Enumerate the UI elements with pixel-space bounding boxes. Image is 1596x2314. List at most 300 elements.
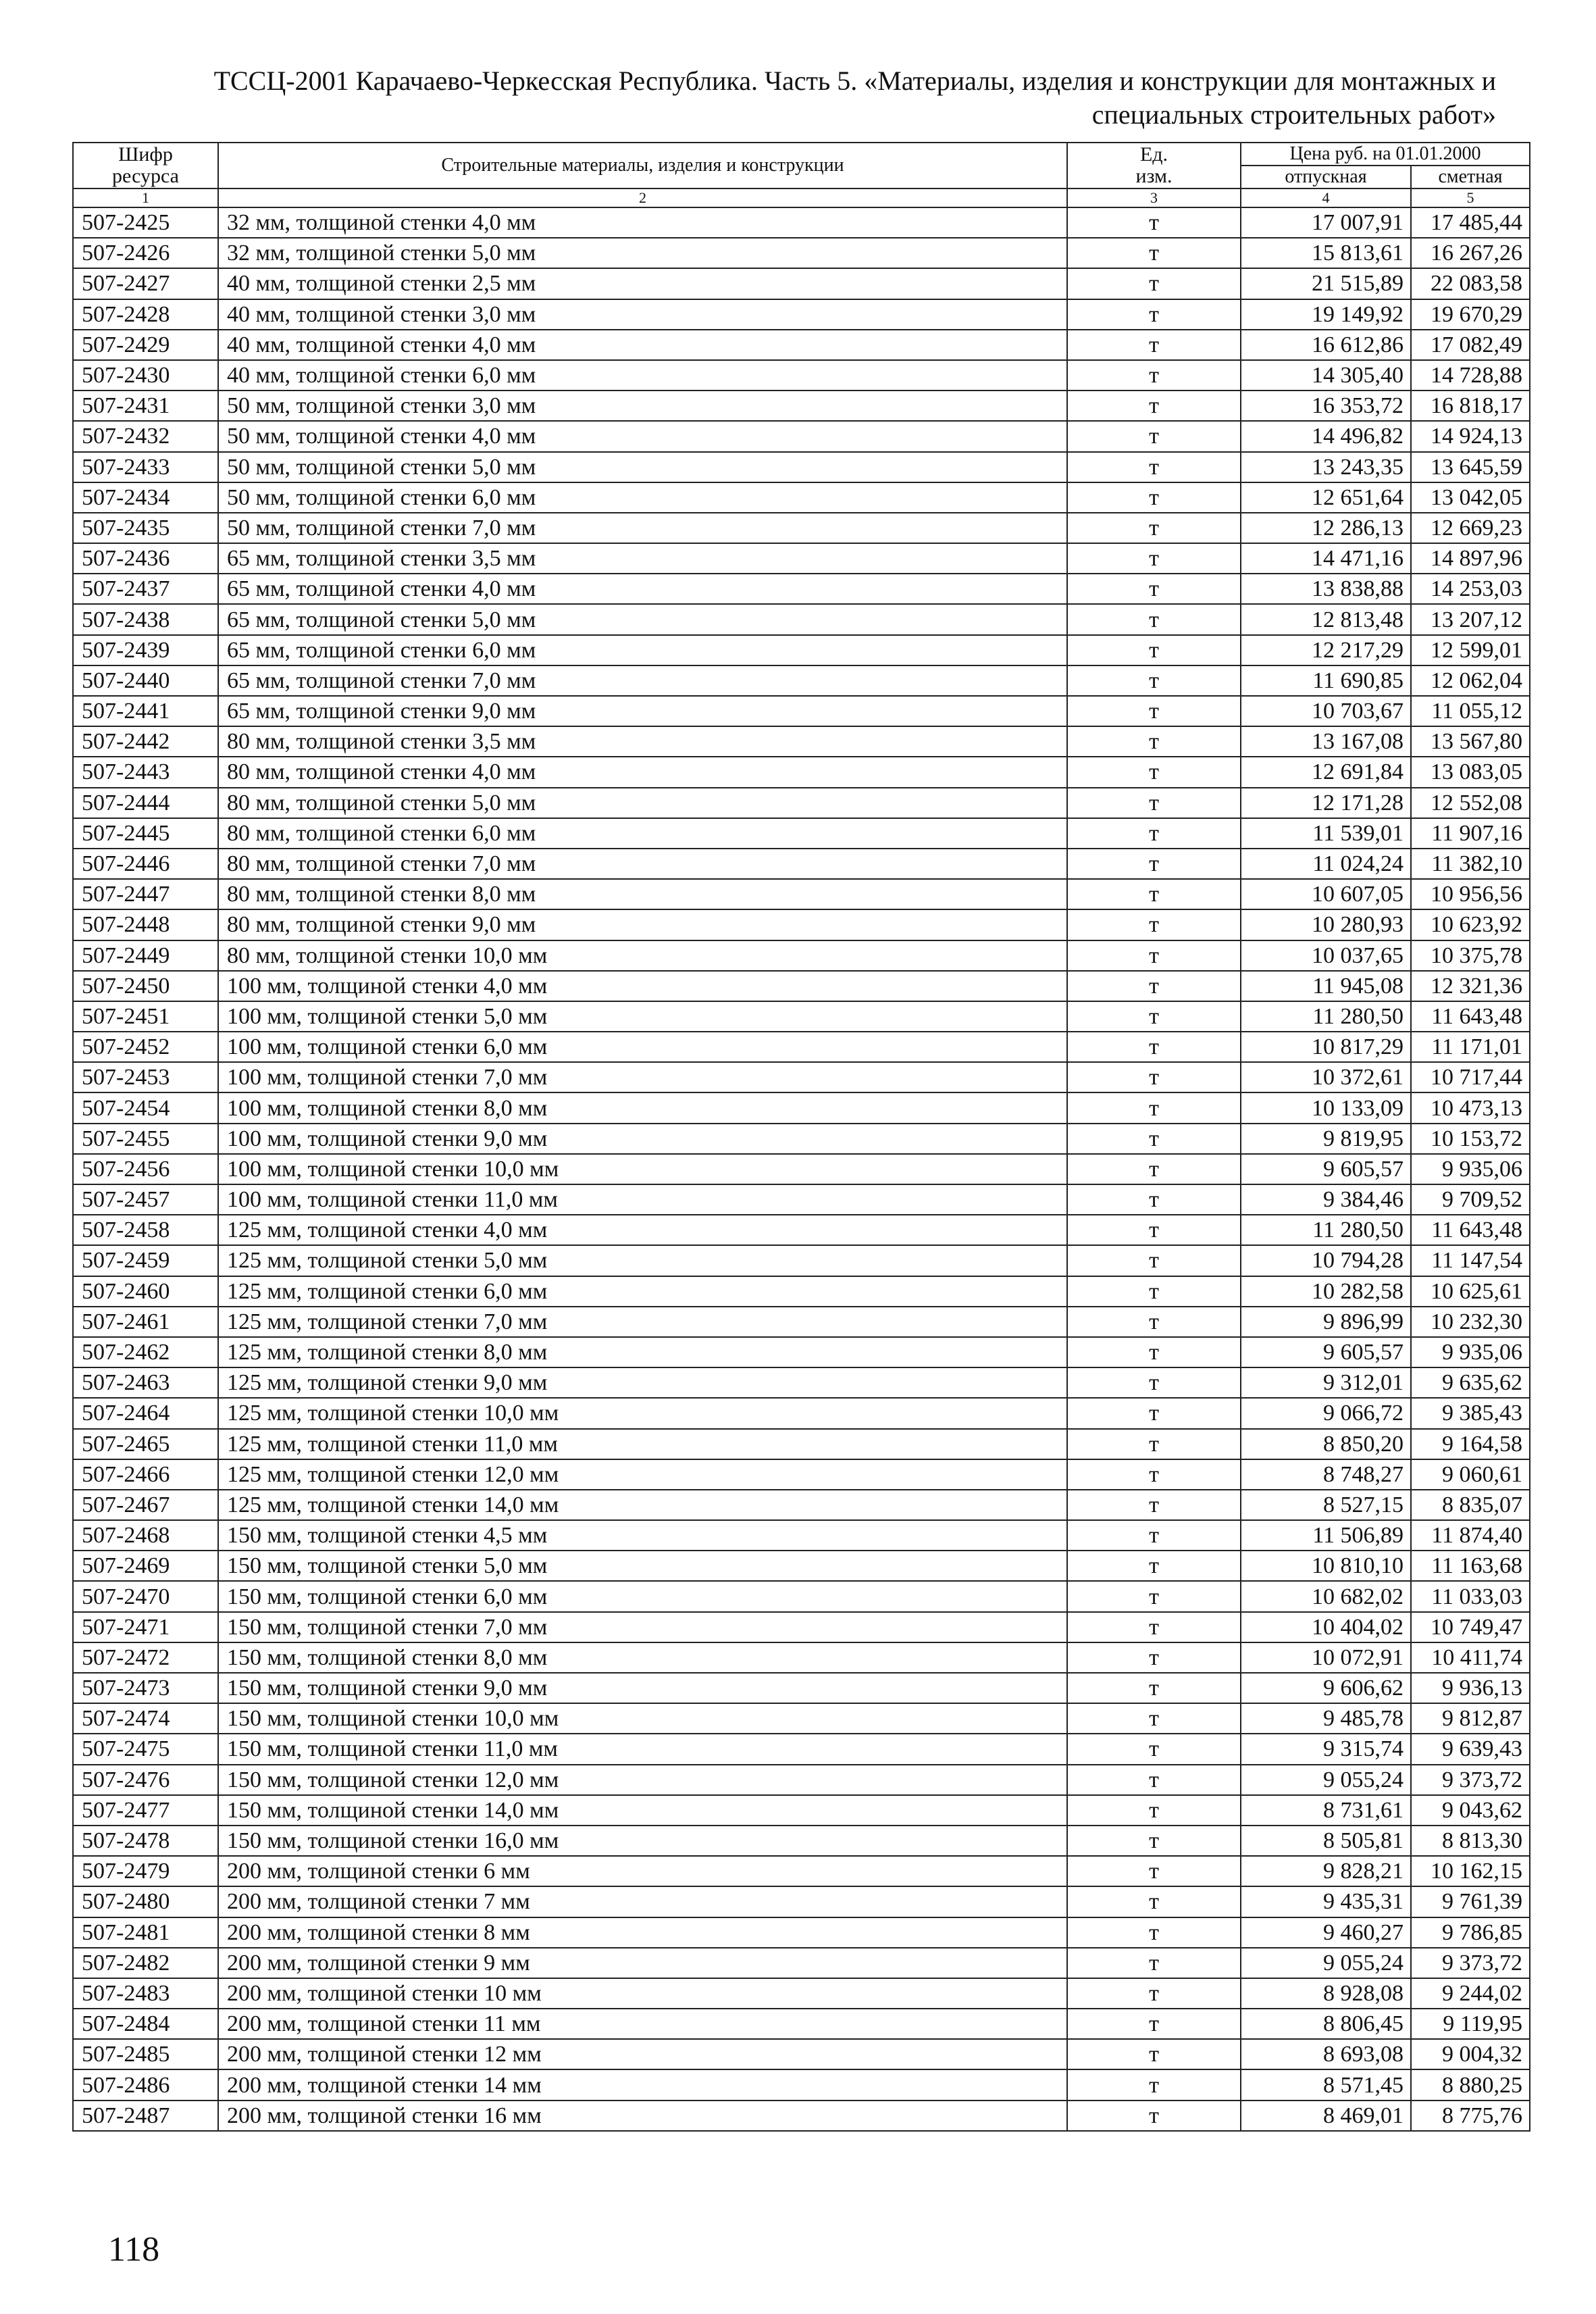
row-name: 150 мм, толщиной стенки 14,0 мм — [218, 1795, 1067, 1826]
table-row — [73, 1124, 1530, 1154]
row-code: 507-2443 — [73, 757, 218, 787]
row-code: 507-2456 — [73, 1154, 218, 1184]
row-name: 150 мм, толщиной стенки 8,0 мм — [218, 1642, 1067, 1673]
table-row — [73, 1978, 1530, 2009]
row-price-release: 9 055,24 — [1241, 1765, 1411, 1795]
row-code: 507-2434 — [73, 482, 218, 513]
header-price-release: отпускная — [1241, 166, 1411, 188]
table-row — [73, 543, 1530, 574]
row-price-estimate: 10 717,44 — [1411, 1062, 1530, 1092]
row-unit: т — [1067, 2039, 1241, 2069]
price-table — [72, 142, 1530, 2132]
row-unit: т — [1067, 818, 1241, 849]
row-code: 507-2473 — [73, 1673, 218, 1703]
row-price-estimate: 9 786,85 — [1411, 1917, 1530, 1948]
row-price-release: 9 435,31 — [1241, 1886, 1411, 1917]
row-price-estimate: 13 042,05 — [1411, 482, 1530, 513]
table-row — [73, 1032, 1530, 1062]
row-unit: т — [1067, 330, 1241, 360]
row-price-release: 19 149,92 — [1241, 299, 1411, 330]
row-name: 50 мм, толщиной стенки 6,0 мм — [218, 482, 1067, 513]
row-unit: т — [1067, 1307, 1241, 1337]
row-price-release: 10 810,10 — [1241, 1551, 1411, 1581]
row-price-estimate: 11 643,48 — [1411, 1001, 1530, 1032]
row-name: 40 мм, толщиной стенки 6,0 мм — [218, 360, 1067, 391]
row-price-release: 9 605,57 — [1241, 1154, 1411, 1184]
table-body — [73, 207, 1530, 2131]
row-unit: т — [1067, 1429, 1241, 1459]
row-price-estimate: 10 375,78 — [1411, 940, 1530, 971]
row-name: 200 мм, толщиной стенки 11 мм — [218, 2009, 1067, 2039]
row-unit: т — [1067, 482, 1241, 513]
table-row — [73, 513, 1530, 543]
row-price-release: 21 515,89 — [1241, 268, 1411, 299]
header-price-group: Цена руб. на 01.01.2000 — [1241, 143, 1530, 166]
row-price-estimate: 9 043,62 — [1411, 1795, 1530, 1826]
row-price-estimate: 10 473,13 — [1411, 1092, 1530, 1123]
table-row — [73, 1856, 1530, 1886]
row-unit: т — [1067, 1001, 1241, 1032]
row-unit: т — [1067, 1520, 1241, 1551]
row-unit: т — [1067, 1734, 1241, 1764]
row-price-release: 11 024,24 — [1241, 849, 1411, 879]
table-row — [73, 1001, 1530, 1032]
table-row — [73, 1429, 1530, 1459]
row-unit: т — [1067, 543, 1241, 574]
row-price-release: 12 286,13 — [1241, 513, 1411, 543]
row-price-estimate: 17 485,44 — [1411, 207, 1530, 238]
table-row — [73, 452, 1530, 482]
row-code: 507-2470 — [73, 1581, 218, 1611]
header-code-line1: Шифр — [118, 143, 173, 166]
row-unit: т — [1067, 1459, 1241, 1490]
row-price-estimate: 12 552,08 — [1411, 788, 1530, 818]
table-row — [73, 482, 1530, 513]
row-code: 507-2457 — [73, 1184, 218, 1215]
row-code: 507-2438 — [73, 604, 218, 634]
table-row — [73, 1245, 1530, 1276]
row-price-estimate: 16 267,26 — [1411, 238, 1530, 268]
row-unit: т — [1067, 757, 1241, 787]
row-code: 507-2478 — [73, 1826, 218, 1856]
row-name: 125 мм, толщиной стенки 14,0 мм — [218, 1490, 1067, 1520]
row-name: 200 мм, толщиной стенки 14 мм — [218, 2069, 1067, 2100]
table-row — [73, 1551, 1530, 1581]
row-unit: т — [1067, 1245, 1241, 1276]
row-name: 150 мм, толщиной стенки 7,0 мм — [218, 1612, 1067, 1642]
row-price-release: 10 372,61 — [1241, 1062, 1411, 1092]
table-row — [73, 1520, 1530, 1551]
row-price-release: 9 055,24 — [1241, 1948, 1411, 1978]
row-price-estimate: 13 567,80 — [1411, 726, 1530, 757]
row-unit: т — [1067, 2101, 1241, 2131]
row-price-release: 11 539,01 — [1241, 818, 1411, 849]
row-code: 507-2474 — [73, 1703, 218, 1734]
row-code: 507-2444 — [73, 788, 218, 818]
row-price-release: 10 817,29 — [1241, 1032, 1411, 1062]
row-price-release: 11 945,08 — [1241, 971, 1411, 1001]
row-price-estimate: 12 321,36 — [1411, 971, 1530, 1001]
row-price-estimate: 10 153,72 — [1411, 1124, 1530, 1154]
row-code: 507-2445 — [73, 818, 218, 849]
row-name: 100 мм, толщиной стенки 8,0 мм — [218, 1092, 1067, 1123]
row-code: 507-2425 — [73, 207, 218, 238]
row-code: 507-2482 — [73, 1948, 218, 1978]
row-code: 507-2481 — [73, 1917, 218, 1948]
row-price-release: 9 315,74 — [1241, 1734, 1411, 1764]
row-code: 507-2451 — [73, 1001, 218, 1032]
row-name: 40 мм, толщиной стенки 3,0 мм — [218, 299, 1067, 330]
row-unit: т — [1067, 1581, 1241, 1611]
row-name: 65 мм, толщиной стенки 5,0 мм — [218, 604, 1067, 634]
table-row — [73, 330, 1530, 360]
table-row — [73, 849, 1530, 879]
table-row — [73, 1642, 1530, 1673]
row-name: 50 мм, толщиной стенки 4,0 мм — [218, 421, 1067, 451]
table-row — [73, 1184, 1530, 1215]
row-price-estimate: 10 623,92 — [1411, 909, 1530, 940]
row-unit: т — [1067, 1032, 1241, 1062]
row-price-release: 14 496,82 — [1241, 421, 1411, 451]
row-unit: т — [1067, 1826, 1241, 1856]
row-unit: т — [1067, 1337, 1241, 1367]
row-price-estimate: 9 935,06 — [1411, 1337, 1530, 1367]
column-number: 3 — [1067, 188, 1241, 207]
row-name: 150 мм, толщиной стенки 6,0 мм — [218, 1581, 1067, 1611]
row-code: 507-2437 — [73, 574, 218, 604]
row-code: 507-2475 — [73, 1734, 218, 1764]
row-name: 100 мм, толщиной стенки 10,0 мм — [218, 1154, 1067, 1184]
row-price-estimate: 12 599,01 — [1411, 635, 1530, 665]
row-code: 507-2454 — [73, 1092, 218, 1123]
row-price-release: 11 506,89 — [1241, 1520, 1411, 1551]
header-title-line-2: специальных строительных работ» — [1091, 99, 1496, 130]
row-code: 507-2428 — [73, 299, 218, 330]
row-name: 100 мм, толщиной стенки 6,0 мм — [218, 1032, 1067, 1062]
row-name: 125 мм, толщиной стенки 6,0 мм — [218, 1276, 1067, 1307]
row-name: 100 мм, толщиной стенки 5,0 мм — [218, 1001, 1067, 1032]
row-price-estimate: 11 907,16 — [1411, 818, 1530, 849]
row-code: 507-2439 — [73, 635, 218, 665]
table-row — [73, 971, 1530, 1001]
row-price-estimate: 9 004,32 — [1411, 2039, 1530, 2069]
table-row — [73, 940, 1530, 971]
row-unit: т — [1067, 1367, 1241, 1398]
row-price-estimate: 12 062,04 — [1411, 665, 1530, 696]
row-name: 32 мм, толщиной стенки 5,0 мм — [218, 238, 1067, 268]
row-price-release: 9 485,78 — [1241, 1703, 1411, 1734]
row-price-release: 8 928,08 — [1241, 1978, 1411, 2009]
row-code: 507-2447 — [73, 879, 218, 909]
header-code-line2: ресурса — [112, 165, 179, 187]
row-unit: т — [1067, 1124, 1241, 1154]
row-name: 100 мм, толщиной стенки 7,0 мм — [218, 1062, 1067, 1092]
row-price-estimate: 14 253,03 — [1411, 574, 1530, 604]
row-unit: т — [1067, 391, 1241, 421]
row-unit: т — [1067, 574, 1241, 604]
row-name: 125 мм, толщиной стенки 9,0 мм — [218, 1367, 1067, 1398]
row-price-release: 8 693,08 — [1241, 2039, 1411, 2069]
row-name: 125 мм, толщиной стенки 10,0 мм — [218, 1398, 1067, 1428]
row-code: 507-2441 — [73, 696, 218, 726]
row-unit: т — [1067, 360, 1241, 391]
row-price-release: 9 460,27 — [1241, 1917, 1411, 1948]
row-price-release: 10 037,65 — [1241, 940, 1411, 971]
row-price-estimate: 9 635,62 — [1411, 1367, 1530, 1398]
row-unit: т — [1067, 1917, 1241, 1948]
row-price-estimate: 11 643,48 — [1411, 1215, 1530, 1245]
table-row — [73, 818, 1530, 849]
row-price-estimate: 9 935,06 — [1411, 1154, 1530, 1184]
table-row — [73, 1765, 1530, 1795]
row-code: 507-2484 — [73, 2009, 218, 2039]
row-code: 507-2461 — [73, 1307, 218, 1337]
row-price-release: 13 167,08 — [1241, 726, 1411, 757]
row-price-release: 12 171,28 — [1241, 788, 1411, 818]
row-name: 200 мм, толщиной стенки 10 мм — [218, 1978, 1067, 2009]
row-name: 65 мм, толщиной стенки 3,5 мм — [218, 543, 1067, 574]
row-code: 507-2466 — [73, 1459, 218, 1490]
row-price-estimate: 11 382,10 — [1411, 849, 1530, 879]
row-price-release: 14 305,40 — [1241, 360, 1411, 391]
row-name: 40 мм, толщиной стенки 4,0 мм — [218, 330, 1067, 360]
header-title-line-1: ТССЦ-2001 Карачаево-Черкесская Республика. Часть 5. «Материалы, изделия и конструкции для монтажных и — [213, 66, 1496, 96]
row-unit: т — [1067, 1276, 1241, 1307]
row-price-estimate: 14 924,13 — [1411, 421, 1530, 451]
row-price-estimate: 11 171,01 — [1411, 1032, 1530, 1062]
row-unit: т — [1067, 879, 1241, 909]
row-price-release: 10 280,93 — [1241, 909, 1411, 940]
column-number: 2 — [218, 188, 1067, 207]
row-code: 507-2459 — [73, 1245, 218, 1276]
table-row — [73, 1917, 1530, 1948]
row-price-estimate: 16 818,17 — [1411, 391, 1530, 421]
row-name: 80 мм, толщиной стенки 7,0 мм — [218, 849, 1067, 879]
row-code: 507-2450 — [73, 971, 218, 1001]
row-code: 507-2462 — [73, 1337, 218, 1367]
row-price-estimate: 13 207,12 — [1411, 604, 1530, 634]
row-name: 80 мм, толщиной стенки 4,0 мм — [218, 757, 1067, 787]
table-row — [73, 726, 1530, 757]
row-name: 50 мм, толщиной стенки 5,0 мм — [218, 452, 1067, 482]
table-row — [73, 1795, 1530, 1826]
table-row — [73, 1215, 1530, 1245]
row-price-estimate: 11 033,03 — [1411, 1581, 1530, 1611]
table-row — [73, 879, 1530, 909]
row-name: 80 мм, толщиной стенки 3,5 мм — [218, 726, 1067, 757]
row-code: 507-2433 — [73, 452, 218, 482]
row-price-release: 9 605,57 — [1241, 1337, 1411, 1367]
row-price-estimate: 14 897,96 — [1411, 543, 1530, 574]
row-name: 125 мм, толщиной стенки 5,0 мм — [218, 1245, 1067, 1276]
row-name: 80 мм, толщиной стенки 6,0 мм — [218, 818, 1067, 849]
row-price-estimate: 10 749,47 — [1411, 1612, 1530, 1642]
table-row — [73, 1459, 1530, 1490]
row-code: 507-2467 — [73, 1490, 218, 1520]
row-code: 507-2486 — [73, 2069, 218, 2100]
row-name: 150 мм, толщиной стенки 5,0 мм — [218, 1551, 1067, 1581]
row-name: 100 мм, толщиной стенки 11,0 мм — [218, 1184, 1067, 1215]
row-unit: т — [1067, 1978, 1241, 2009]
row-price-estimate: 9 812,87 — [1411, 1703, 1530, 1734]
header-name: Строительные материалы, изделия и конструкции — [218, 143, 1067, 188]
row-unit: т — [1067, 1642, 1241, 1673]
row-name: 125 мм, толщиной стенки 7,0 мм — [218, 1307, 1067, 1337]
row-code: 507-2458 — [73, 1215, 218, 1245]
table-row — [73, 2069, 1530, 2100]
table-row — [73, 788, 1530, 818]
row-name: 200 мм, толщиной стенки 9 мм — [218, 1948, 1067, 1978]
table-row — [73, 1092, 1530, 1123]
table-row — [73, 299, 1530, 330]
row-code: 507-2480 — [73, 1886, 218, 1917]
row-price-release: 10 794,28 — [1241, 1245, 1411, 1276]
page-header — [74, 64, 1496, 132]
row-unit: т — [1067, 696, 1241, 726]
row-unit: т — [1067, 1673, 1241, 1703]
row-price-release: 16 612,86 — [1241, 330, 1411, 360]
row-unit: т — [1067, 909, 1241, 940]
table-row — [73, 696, 1530, 726]
row-code: 507-2429 — [73, 330, 218, 360]
column-number: 5 — [1411, 188, 1530, 207]
row-price-release: 9 312,01 — [1241, 1367, 1411, 1398]
table-row — [73, 2101, 1530, 2131]
row-price-estimate: 14 728,88 — [1411, 360, 1530, 391]
row-price-release: 11 280,50 — [1241, 1215, 1411, 1245]
row-price-release: 8 748,27 — [1241, 1459, 1411, 1490]
row-name: 65 мм, толщиной стенки 7,0 мм — [218, 665, 1067, 696]
row-name: 40 мм, толщиной стенки 2,5 мм — [218, 268, 1067, 299]
row-code: 507-2487 — [73, 2101, 218, 2131]
row-name: 125 мм, толщиной стенки 8,0 мм — [218, 1337, 1067, 1367]
row-unit: т — [1067, 1154, 1241, 1184]
row-name: 200 мм, толщиной стенки 6 мм — [218, 1856, 1067, 1886]
row-code: 507-2430 — [73, 360, 218, 391]
header-unit-line2: изм. — [1135, 165, 1173, 187]
row-code: 507-2426 — [73, 238, 218, 268]
row-price-estimate: 9 639,43 — [1411, 1734, 1530, 1764]
row-name: 80 мм, толщиной стенки 10,0 мм — [218, 940, 1067, 971]
table-row — [73, 1337, 1530, 1367]
row-price-release: 8 469,01 — [1241, 2101, 1411, 2131]
table-row — [73, 1276, 1530, 1307]
row-price-estimate: 11 147,54 — [1411, 1245, 1530, 1276]
row-price-estimate: 13 645,59 — [1411, 452, 1530, 482]
row-code: 507-2455 — [73, 1124, 218, 1154]
row-name: 50 мм, толщиной стенки 3,0 мм — [218, 391, 1067, 421]
row-code: 507-2469 — [73, 1551, 218, 1581]
row-code: 507-2476 — [73, 1765, 218, 1795]
row-price-release: 10 072,91 — [1241, 1642, 1411, 1673]
row-code: 507-2435 — [73, 513, 218, 543]
row-code: 507-2440 — [73, 665, 218, 696]
row-price-estimate: 11 163,68 — [1411, 1551, 1530, 1581]
row-unit: т — [1067, 421, 1241, 451]
row-unit: т — [1067, 2009, 1241, 2039]
row-price-release: 13 838,88 — [1241, 574, 1411, 604]
row-unit: т — [1067, 207, 1241, 238]
table-row — [73, 1612, 1530, 1642]
table-row — [73, 207, 1530, 238]
row-unit: т — [1067, 238, 1241, 268]
row-unit: т — [1067, 268, 1241, 299]
table-row — [73, 1826, 1530, 1856]
column-number: 1 — [73, 188, 218, 207]
table-row — [73, 360, 1530, 391]
row-unit: т — [1067, 1703, 1241, 1734]
row-unit: т — [1067, 788, 1241, 818]
row-price-release: 10 682,02 — [1241, 1581, 1411, 1611]
table-row — [73, 268, 1530, 299]
table-row — [73, 1154, 1530, 1184]
row-price-release: 13 243,35 — [1241, 452, 1411, 482]
table-row — [73, 421, 1530, 451]
row-code: 507-2453 — [73, 1062, 218, 1092]
row-price-estimate: 9 761,39 — [1411, 1886, 1530, 1917]
row-price-estimate: 10 162,15 — [1411, 1856, 1530, 1886]
row-unit: т — [1067, 665, 1241, 696]
row-price-release: 16 353,72 — [1241, 391, 1411, 421]
row-code: 507-2471 — [73, 1612, 218, 1642]
row-unit: т — [1067, 971, 1241, 1001]
row-name: 150 мм, толщиной стенки 9,0 мм — [218, 1673, 1067, 1703]
header-unit-line1: Ед. — [1139, 143, 1168, 166]
row-code: 507-2427 — [73, 268, 218, 299]
row-price-release: 9 819,95 — [1241, 1124, 1411, 1154]
row-price-estimate: 13 083,05 — [1411, 757, 1530, 787]
row-unit: т — [1067, 726, 1241, 757]
table-row — [73, 2009, 1530, 2039]
row-name: 65 мм, толщиной стенки 9,0 мм — [218, 696, 1067, 726]
row-unit: т — [1067, 2069, 1241, 2100]
table-row — [73, 1490, 1530, 1520]
table-row — [73, 1734, 1530, 1764]
row-code: 507-2431 — [73, 391, 218, 421]
table-row — [73, 665, 1530, 696]
header-price-estimate: сметная — [1411, 166, 1530, 188]
header-unit — [1067, 143, 1241, 188]
row-name: 200 мм, толщиной стенки 8 мм — [218, 1917, 1067, 1948]
row-price-estimate: 19 670,29 — [1411, 299, 1530, 330]
row-name: 32 мм, толщиной стенки 4,0 мм — [218, 207, 1067, 238]
row-price-release: 9 384,46 — [1241, 1184, 1411, 1215]
row-unit: т — [1067, 1398, 1241, 1428]
row-unit: т — [1067, 1215, 1241, 1245]
row-price-estimate: 10 411,74 — [1411, 1642, 1530, 1673]
row-name: 200 мм, толщиной стенки 16 мм — [218, 2101, 1067, 2131]
row-code: 507-2463 — [73, 1367, 218, 1398]
table-row — [73, 1367, 1530, 1398]
table-row — [73, 1948, 1530, 1978]
row-price-estimate: 9 373,72 — [1411, 1948, 1530, 1978]
row-name: 100 мм, толщиной стенки 9,0 мм — [218, 1124, 1067, 1154]
row-price-estimate: 8 775,76 — [1411, 2101, 1530, 2131]
row-name: 150 мм, толщиной стенки 12,0 мм — [218, 1765, 1067, 1795]
row-price-estimate: 11 055,12 — [1411, 696, 1530, 726]
row-name: 200 мм, толщиной стенки 7 мм — [218, 1886, 1067, 1917]
row-code: 507-2432 — [73, 421, 218, 451]
row-price-estimate: 8 835,07 — [1411, 1490, 1530, 1520]
row-code: 507-2436 — [73, 543, 218, 574]
table-row — [73, 604, 1530, 634]
row-price-estimate: 9 060,61 — [1411, 1459, 1530, 1490]
row-price-estimate: 12 669,23 — [1411, 513, 1530, 543]
row-unit: т — [1067, 1795, 1241, 1826]
row-price-release: 15 813,61 — [1241, 238, 1411, 268]
row-name: 65 мм, толщиной стенки 4,0 мм — [218, 574, 1067, 604]
row-price-release: 9 828,21 — [1241, 1856, 1411, 1886]
